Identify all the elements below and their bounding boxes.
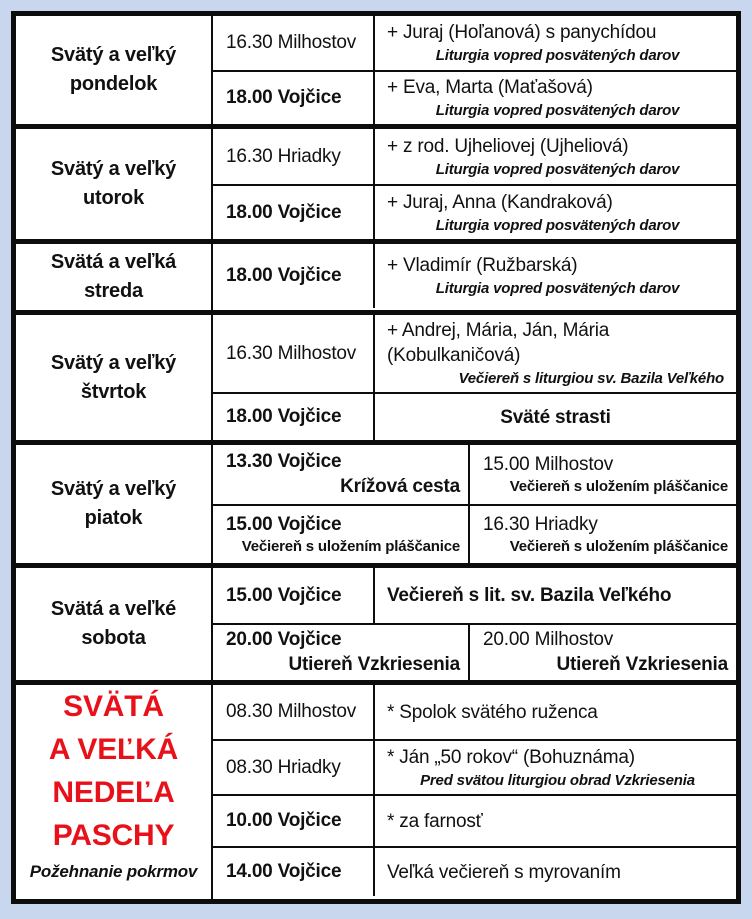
- time-place-cell: 16.30 Milhostov: [213, 16, 375, 70]
- day-label-line2: streda: [84, 280, 143, 302]
- day-label-line1: Svätý a veľký: [50, 158, 177, 180]
- time-place-text: 15.00 Vojčice: [226, 513, 342, 535]
- service-description-cell: [375, 568, 736, 623]
- pascha-title-line4: PASCHY: [52, 819, 175, 852]
- day-label-line1: Svätý a veľký: [50, 44, 177, 66]
- time-place-cell: 08.30 Hriadky: [213, 741, 375, 794]
- service-description-cell: [375, 848, 736, 896]
- service-cell-left: [213, 445, 470, 504]
- liturgy-caption: Utiereň Vzkriesenia: [288, 654, 460, 675]
- day-block-utorok: [16, 124, 736, 239]
- day-rows: [213, 568, 736, 680]
- service-row: [213, 846, 736, 896]
- day-label-streda: [16, 244, 213, 310]
- service-cell-left: [213, 625, 470, 680]
- intention-text: + z rod. Ujheliovej (Ujheliová): [387, 135, 629, 157]
- time-place-cell: 18.00 Vojčice: [213, 394, 375, 440]
- service-row: [213, 504, 736, 563]
- liturgy-caption: Pred svätou liturgiou obrad Vzkriesenia: [420, 771, 695, 789]
- service-row: [213, 794, 736, 846]
- holy-week-schedule-table: [11, 11, 741, 904]
- liturgy-caption: Liturgia vopred posvätených darov: [435, 216, 680, 234]
- time-place-cell: 18.00 Vojčice: [213, 72, 375, 124]
- day-rows: [213, 16, 736, 124]
- intention-text: + Juraj, Anna (Kandraková): [387, 191, 613, 213]
- day-rows: [213, 445, 736, 563]
- liturgy-caption: Večiereň s liturgiou sv. Bazila Veľkého: [458, 370, 724, 387]
- day-block-sobota: [16, 563, 736, 680]
- service-cell-right: [470, 445, 736, 504]
- pascha-title-line2: A VEĽKÁ: [48, 733, 179, 766]
- intention-text: + Vladimír (Ružbarská): [387, 255, 578, 276]
- time-place-text: 20.00 Milhostov: [483, 629, 614, 650]
- time-place-cell: 18.00 Vojčice: [213, 186, 375, 239]
- service-cell-left: [213, 506, 470, 563]
- food-blessing-note: Požehnanie pokrmov: [29, 862, 198, 881]
- day-label-line1: Svätá a veľké: [50, 598, 177, 620]
- intention-text: * Ján „50 rokov“ (Bohuznáma): [387, 746, 635, 768]
- day-block-nedela-paschy: [16, 680, 736, 899]
- day-rows: [213, 685, 736, 899]
- intention-text: + Andrej, Mária, Ján, Mária (Kobulkaničová): [387, 320, 610, 366]
- day-rows: [213, 315, 736, 440]
- intention-text: + Eva, Marta (Maťašová): [387, 77, 593, 98]
- service-description-cell: Sväté strasti: [500, 406, 611, 428]
- service-row: [213, 739, 736, 794]
- time-place-cell: 16.30 Milhostov: [213, 315, 375, 392]
- service-row: [213, 315, 736, 392]
- time-place-cell: 18.00 Vojčice: [213, 244, 375, 308]
- day-label-line1: Svätý a veľký: [50, 478, 177, 500]
- time-place-cell: 15.00 Vojčice: [213, 568, 375, 623]
- service-row: [213, 685, 736, 739]
- service-row: [213, 129, 736, 184]
- liturgy-caption: Liturgia vopred posvätených darov: [435, 102, 680, 119]
- service-row: [213, 623, 736, 680]
- day-label-nedela-paschy: [16, 685, 213, 899]
- service-row: [213, 70, 736, 124]
- day-block-streda: [16, 239, 736, 310]
- liturgy-caption: Liturgia vopred posvätených darov: [435, 280, 680, 297]
- time-place-text: 15.00 Milhostov: [483, 453, 614, 475]
- service-description-cell: [375, 685, 736, 739]
- service-description-cell: [375, 16, 736, 70]
- intention-text: + Juraj (Hoľanová) s panychídou: [387, 22, 657, 43]
- liturgy-name-text: Veľká večiereň s myrovaním: [387, 861, 621, 883]
- day-label-sobota: [16, 568, 213, 680]
- time-place-text: 20.00 Vojčice: [226, 629, 342, 650]
- service-description-cell: [375, 796, 736, 846]
- day-label-piatok: [16, 445, 213, 563]
- liturgy-caption: Krížová cesta: [340, 476, 460, 497]
- day-block-pondelok: [16, 16, 736, 124]
- day-label-line2: piatok: [84, 507, 143, 529]
- liturgy-caption: Večiereň s uložením pláščanice: [509, 537, 728, 555]
- day-label-line2: štvrtok: [80, 380, 147, 403]
- day-block-stvrtok: [16, 310, 736, 440]
- liturgy-caption: Liturgia vopred posvätených darov: [435, 160, 680, 178]
- service-row: [213, 392, 736, 440]
- day-label-line1: Svätý a veľký: [50, 351, 177, 374]
- service-description-cell: [375, 72, 736, 124]
- pascha-title: [49, 685, 178, 857]
- day-label-line2: sobota: [81, 627, 146, 649]
- service-row: [213, 184, 736, 239]
- day-rows: [213, 244, 736, 310]
- service-cell-right: [470, 506, 736, 563]
- service-description-cell: [375, 129, 736, 184]
- liturgy-caption: Večiereň s uložením pláščanice: [509, 477, 728, 495]
- day-label-line1: Svätá a veľká: [50, 251, 177, 273]
- service-row: [213, 568, 736, 623]
- day-rows: [213, 129, 736, 239]
- time-place-cell: 14.00 Vojčice: [213, 848, 375, 896]
- pascha-title-line3: NEDEĽA: [52, 776, 175, 809]
- day-label-utorok: [16, 129, 213, 239]
- time-place-cell: 16.30 Hriadky: [213, 129, 375, 184]
- service-row: [213, 445, 736, 504]
- day-label-stvrtok: [16, 315, 213, 440]
- intention-text: * Spolok svätého ruženca: [387, 701, 598, 723]
- service-description-cell: [375, 244, 736, 308]
- day-label-line2: pondelok: [69, 73, 158, 95]
- service-row: [213, 16, 736, 70]
- service-description-cell: [375, 315, 736, 392]
- day-label-pondelok: [16, 16, 213, 124]
- service-cell-right: [470, 625, 736, 680]
- day-label-line2: utorok: [82, 187, 145, 209]
- time-place-text: 13.30 Vojčice: [226, 451, 342, 472]
- liturgy-caption: Liturgia vopred posvätených darov: [435, 47, 680, 64]
- time-place-text: 16.30 Hriadky: [483, 513, 598, 535]
- pascha-title-line1: SVÄTÁ: [63, 690, 164, 723]
- time-place-cell: 10.00 Vojčice: [213, 796, 375, 846]
- time-place-cell: 08.30 Milhostov: [213, 685, 375, 739]
- service-description-cell: [375, 186, 736, 239]
- intention-text: * za farnosť: [387, 810, 483, 832]
- liturgy-caption: Večiereň s uložením pláščanice: [241, 537, 460, 555]
- service-description-cell: [375, 741, 736, 794]
- liturgy-caption: Utiereň Vzkriesenia: [556, 654, 728, 675]
- service-row: [213, 244, 736, 308]
- liturgy-name-text: Večiereň s lit. sv. Bazila Veľkého: [387, 585, 672, 606]
- day-block-piatok: [16, 440, 736, 563]
